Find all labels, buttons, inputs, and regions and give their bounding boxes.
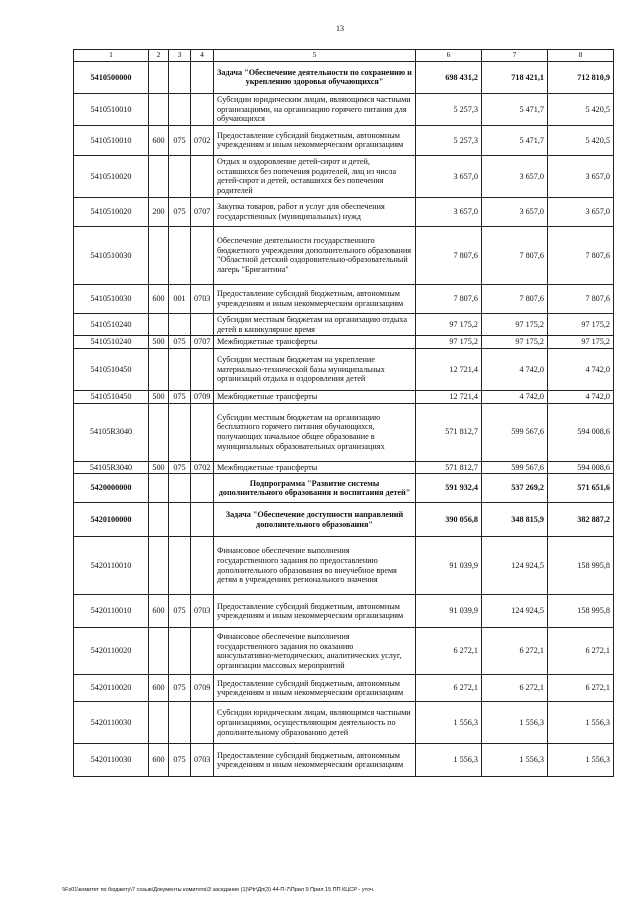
row-description-cell: Подпрограмма "Развитие системы дополнительного образования и воспитания детей" — [214, 474, 416, 503]
row-code-cell: 5410510020 — [74, 197, 149, 226]
row-value-year3: 5 420,5 — [548, 125, 614, 155]
row-code-cell: 5410510030 — [74, 284, 149, 313]
row-code-cell: 5410510240 — [74, 313, 149, 335]
row-value-year2: 124 924,5 — [482, 595, 548, 628]
row-type-cell — [149, 313, 169, 335]
row-code-cell: 5420110010 — [74, 537, 149, 595]
row-dept-cell: 075 — [169, 197, 191, 226]
row-section-cell: 0702 — [191, 125, 214, 155]
header-cell: 3 — [169, 50, 191, 62]
row-section-cell — [191, 628, 214, 675]
row-description-cell: Задача "Обеспечение деятельности по сохранению и укреплению здоровья обучающихся" — [214, 61, 416, 93]
row-code-cell: 5420100000 — [74, 503, 149, 537]
row-code-cell: 5420110010 — [74, 595, 149, 628]
row-value-year1: 3 657,0 — [416, 155, 482, 197]
row-value-year3: 4 742,0 — [548, 348, 614, 390]
row-type-cell: 600 — [149, 284, 169, 313]
row-value-year3: 1 556,3 — [548, 744, 614, 777]
table-row — [74, 348, 614, 390]
header-cell: 8 — [548, 50, 614, 62]
row-description-cell: Предоставление субсидий бюджетным, автономным учреждениям и иным некоммерческим организациям — [214, 595, 416, 628]
row-value-year3: 4 742,0 — [548, 390, 614, 403]
row-value-year3: 97 175,2 — [548, 313, 614, 335]
row-value-year1: 6 272,1 — [416, 628, 482, 675]
row-dept-cell — [169, 628, 191, 675]
header-cell: 5 — [214, 50, 416, 62]
row-dept-cell: 075 — [169, 390, 191, 403]
row-code-cell: 5420110020 — [74, 675, 149, 702]
row-value-year2: 97 175,2 — [482, 336, 548, 349]
footer-file-path: \\Fs01\комитет по бюджету\7 созыв\Документы комитета\3 заседание (1)\Ptr\Дп(3) 44-П-7\Прил 9 Прил 15 ПП КЦСР - уточ. — [62, 887, 375, 893]
table-row — [74, 61, 614, 93]
row-value-year3: 6 272,1 — [548, 675, 614, 702]
row-dept-cell — [169, 403, 191, 461]
row-description-cell: Предоставление субсидий бюджетным, автономным учреждениям и иным некоммерческим организациям — [214, 284, 416, 313]
row-value-year1: 91 039,9 — [416, 595, 482, 628]
row-value-year2: 4 742,0 — [482, 390, 548, 403]
row-section-cell — [191, 313, 214, 335]
row-description-cell: Межбюджетные трансферты — [214, 461, 416, 474]
row-value-year3: 7 807,6 — [548, 284, 614, 313]
row-dept-cell — [169, 226, 191, 284]
row-section-cell: 0702 — [191, 461, 214, 474]
row-type-cell — [149, 702, 169, 744]
row-type-cell: 600 — [149, 675, 169, 702]
row-value-year1: 3 657,0 — [416, 197, 482, 226]
row-value-year1: 7 807,6 — [416, 226, 482, 284]
row-value-year1: 1 556,3 — [416, 744, 482, 777]
row-value-year3: 5 420,5 — [548, 93, 614, 125]
header-cell: 7 — [482, 50, 548, 62]
row-value-year1: 97 175,2 — [416, 336, 482, 349]
row-value-year1: 91 039,9 — [416, 537, 482, 595]
row-value-year1: 6 272,1 — [416, 675, 482, 702]
row-value-year2: 3 657,0 — [482, 197, 548, 226]
row-section-cell — [191, 702, 214, 744]
row-section-cell — [191, 503, 214, 537]
table-row — [74, 197, 614, 226]
row-value-year3: 158 995,8 — [548, 595, 614, 628]
page-number: 13 — [336, 24, 344, 33]
budget-table — [73, 49, 614, 777]
table-row — [74, 313, 614, 335]
row-section-cell: 0709 — [191, 675, 214, 702]
row-value-year2: 348 815,9 — [482, 503, 548, 537]
row-type-cell — [149, 628, 169, 675]
row-description-cell: Задача "Обеспечение доступности направлений дополнительного образования" — [214, 503, 416, 537]
row-value-year2: 3 657,0 — [482, 155, 548, 197]
row-dept-cell — [169, 503, 191, 537]
header-cell: 2 — [149, 50, 169, 62]
row-type-cell: 500 — [149, 390, 169, 403]
row-code-cell: 5420000000 — [74, 474, 149, 503]
table-row — [74, 503, 614, 537]
row-value-year1: 698 431,2 — [416, 61, 482, 93]
row-section-cell — [191, 348, 214, 390]
table-row — [74, 675, 614, 702]
row-type-cell — [149, 503, 169, 537]
row-dept-cell: 075 — [169, 336, 191, 349]
header-cell: 6 — [416, 50, 482, 62]
row-section-cell — [191, 155, 214, 197]
row-description-cell: Предоставление субсидий бюджетным, автономным учреждениям и иным некоммерческим организациям — [214, 744, 416, 777]
row-value-year2: 124 924,5 — [482, 537, 548, 595]
row-code-cell: 54105R3040 — [74, 403, 149, 461]
row-dept-cell — [169, 474, 191, 503]
row-value-year2: 599 567,6 — [482, 461, 548, 474]
row-value-year2: 6 272,1 — [482, 628, 548, 675]
header-cell: 4 — [191, 50, 214, 62]
row-type-cell: 600 — [149, 595, 169, 628]
row-value-year3: 594 008,6 — [548, 403, 614, 461]
row-value-year2: 718 421,1 — [482, 61, 548, 93]
row-value-year2: 7 807,6 — [482, 226, 548, 284]
row-section-cell — [191, 537, 214, 595]
row-code-cell: 5410510010 — [74, 93, 149, 125]
row-code-cell: 54105R3040 — [74, 461, 149, 474]
row-code-cell: 5420110030 — [74, 702, 149, 744]
row-section-cell — [191, 226, 214, 284]
row-description-cell: Субсидии юридическим лицам, являющимся частными организациями, на организацию горячего питания для обучающихся — [214, 93, 416, 125]
row-code-cell: 5410510030 — [74, 226, 149, 284]
row-value-year2: 4 742,0 — [482, 348, 548, 390]
row-section-cell — [191, 474, 214, 503]
row-section-cell — [191, 93, 214, 125]
row-dept-cell: 075 — [169, 125, 191, 155]
table-row — [74, 537, 614, 595]
row-value-year1: 571 812,7 — [416, 461, 482, 474]
row-value-year3: 712 810,9 — [548, 61, 614, 93]
row-type-cell — [149, 61, 169, 93]
row-description-cell: Межбюджетные трансферты — [214, 390, 416, 403]
row-value-year2: 6 272,1 — [482, 675, 548, 702]
table-row — [74, 595, 614, 628]
row-dept-cell: 075 — [169, 595, 191, 628]
row-dept-cell — [169, 537, 191, 595]
table-row — [74, 403, 614, 461]
row-value-year1: 12 721,4 — [416, 348, 482, 390]
row-section-cell: 0703 — [191, 595, 214, 628]
row-value-year3: 3 657,0 — [548, 197, 614, 226]
row-dept-cell: 075 — [169, 461, 191, 474]
row-dept-cell: 075 — [169, 744, 191, 777]
header-row — [74, 50, 614, 62]
table-row — [74, 336, 614, 349]
row-value-year3: 6 272,1 — [548, 628, 614, 675]
row-value-year3: 3 657,0 — [548, 155, 614, 197]
header-cell: 1 — [74, 50, 149, 62]
row-value-year1: 7 807,6 — [416, 284, 482, 313]
table-row — [74, 702, 614, 744]
row-value-year2: 537 269,2 — [482, 474, 548, 503]
row-value-year2: 1 556,3 — [482, 744, 548, 777]
row-value-year3: 7 807,6 — [548, 226, 614, 284]
row-section-cell: 0703 — [191, 744, 214, 777]
row-value-year3: 594 008,6 — [548, 461, 614, 474]
row-description-cell: Межбюджетные трансферты — [214, 336, 416, 349]
table-row — [74, 461, 614, 474]
table-row — [74, 284, 614, 313]
row-value-year2: 1 556,3 — [482, 702, 548, 744]
row-value-year1: 5 257,3 — [416, 93, 482, 125]
row-value-year3: 571 651,6 — [548, 474, 614, 503]
row-type-cell — [149, 348, 169, 390]
row-section-cell: 0707 — [191, 336, 214, 349]
row-code-cell: 5410500000 — [74, 61, 149, 93]
table-body — [74, 61, 614, 776]
row-code-cell: 5420110030 — [74, 744, 149, 777]
row-value-year1: 571 812,7 — [416, 403, 482, 461]
row-code-cell: 5410510240 — [74, 336, 149, 349]
row-value-year3: 158 995,8 — [548, 537, 614, 595]
row-dept-cell — [169, 313, 191, 335]
row-value-year1: 390 056,8 — [416, 503, 482, 537]
row-type-cell: 500 — [149, 336, 169, 349]
row-value-year2: 97 175,2 — [482, 313, 548, 335]
row-code-cell: 5410510450 — [74, 390, 149, 403]
table-row — [74, 628, 614, 675]
row-value-year3: 1 556,3 — [548, 702, 614, 744]
row-dept-cell — [169, 702, 191, 744]
row-type-cell — [149, 155, 169, 197]
row-description-cell: Финансовое обеспечение выполнения государственного задания по оказанию консультативно-методических, аналитических услуг, организации массовых мероприятий — [214, 628, 416, 675]
row-type-cell — [149, 226, 169, 284]
row-description-cell: Предоставление субсидий бюджетным, автономным учреждениям и иным некоммерческим организациям — [214, 675, 416, 702]
row-value-year1: 1 556,3 — [416, 702, 482, 744]
row-value-year1: 12 721,4 — [416, 390, 482, 403]
table-row — [74, 155, 614, 197]
row-value-year2: 599 567,6 — [482, 403, 548, 461]
row-dept-cell — [169, 348, 191, 390]
row-type-cell — [149, 403, 169, 461]
row-description-cell: Обеспечение деятельности государственного бюджетного учреждения дополнительного образования "Областной детский оздоровительно-образовательный лагерь "Бригантина" — [214, 226, 416, 284]
row-description-cell: Субсидии местным бюджетам на организацию бесплатного горячего питания обучающихся, получающих начальное общее образование в муниципальных образовательных организациях — [214, 403, 416, 461]
row-value-year1: 591 932,4 — [416, 474, 482, 503]
row-description-cell: Субсидии местным бюджетам на организацию отдыха детей в каникулярное время — [214, 313, 416, 335]
row-section-cell — [191, 403, 214, 461]
table-row — [74, 474, 614, 503]
row-type-cell — [149, 93, 169, 125]
row-type-cell: 200 — [149, 197, 169, 226]
row-type-cell: 500 — [149, 461, 169, 474]
row-description-cell: Субсидии местным бюджетам на укрепление материально-технической базы муниципальных организаций отдыха и оздоровления детей — [214, 348, 416, 390]
row-dept-cell — [169, 155, 191, 197]
row-section-cell: 0709 — [191, 390, 214, 403]
row-description-cell: Финансовое обеспечение выполнения государственного задания по предоставлению дополнительного образования во внеучебное время детям в учреждениях регионального значения — [214, 537, 416, 595]
row-code-cell: 5410510450 — [74, 348, 149, 390]
table-row — [74, 125, 614, 155]
row-dept-cell — [169, 93, 191, 125]
row-type-cell — [149, 537, 169, 595]
row-dept-cell: 075 — [169, 675, 191, 702]
row-description-cell: Субсидии юридическим лицам, являющимся частными организациями, осуществляющим деятельность по дополнительному образованию детей — [214, 702, 416, 744]
row-type-cell: 600 — [149, 125, 169, 155]
row-value-year2: 7 807,6 — [482, 284, 548, 313]
row-type-cell: 600 — [149, 744, 169, 777]
row-value-year1: 97 175,2 — [416, 313, 482, 335]
table-row — [74, 390, 614, 403]
row-description-cell: Предоставление субсидий бюджетным, автономным учреждениям и иным некоммерческим организациям — [214, 125, 416, 155]
row-code-cell: 5410510010 — [74, 125, 149, 155]
row-code-cell: 5420110020 — [74, 628, 149, 675]
row-section-cell: 0703 — [191, 284, 214, 313]
row-value-year2: 5 471,7 — [482, 93, 548, 125]
table-row — [74, 744, 614, 777]
row-dept-cell: 001 — [169, 284, 191, 313]
row-code-cell: 5410510020 — [74, 155, 149, 197]
row-type-cell — [149, 474, 169, 503]
table-row — [74, 93, 614, 125]
row-value-year1: 5 257,3 — [416, 125, 482, 155]
row-section-cell: 0707 — [191, 197, 214, 226]
row-dept-cell — [169, 61, 191, 93]
row-description-cell: Отдых и оздоровление детей-сирот и детей, оставшихся без попечения родителей, лиц из числа детей-сирот и детей, оставшихся без попечения родителей — [214, 155, 416, 197]
row-section-cell — [191, 61, 214, 93]
row-value-year2: 5 471,7 — [482, 125, 548, 155]
row-description-cell: Закупка товаров, работ и услуг для обеспечения государственных (муниципальных) нужд — [214, 197, 416, 226]
row-value-year3: 97 175,2 — [548, 336, 614, 349]
row-value-year3: 382 887,2 — [548, 503, 614, 537]
table-row — [74, 226, 614, 284]
